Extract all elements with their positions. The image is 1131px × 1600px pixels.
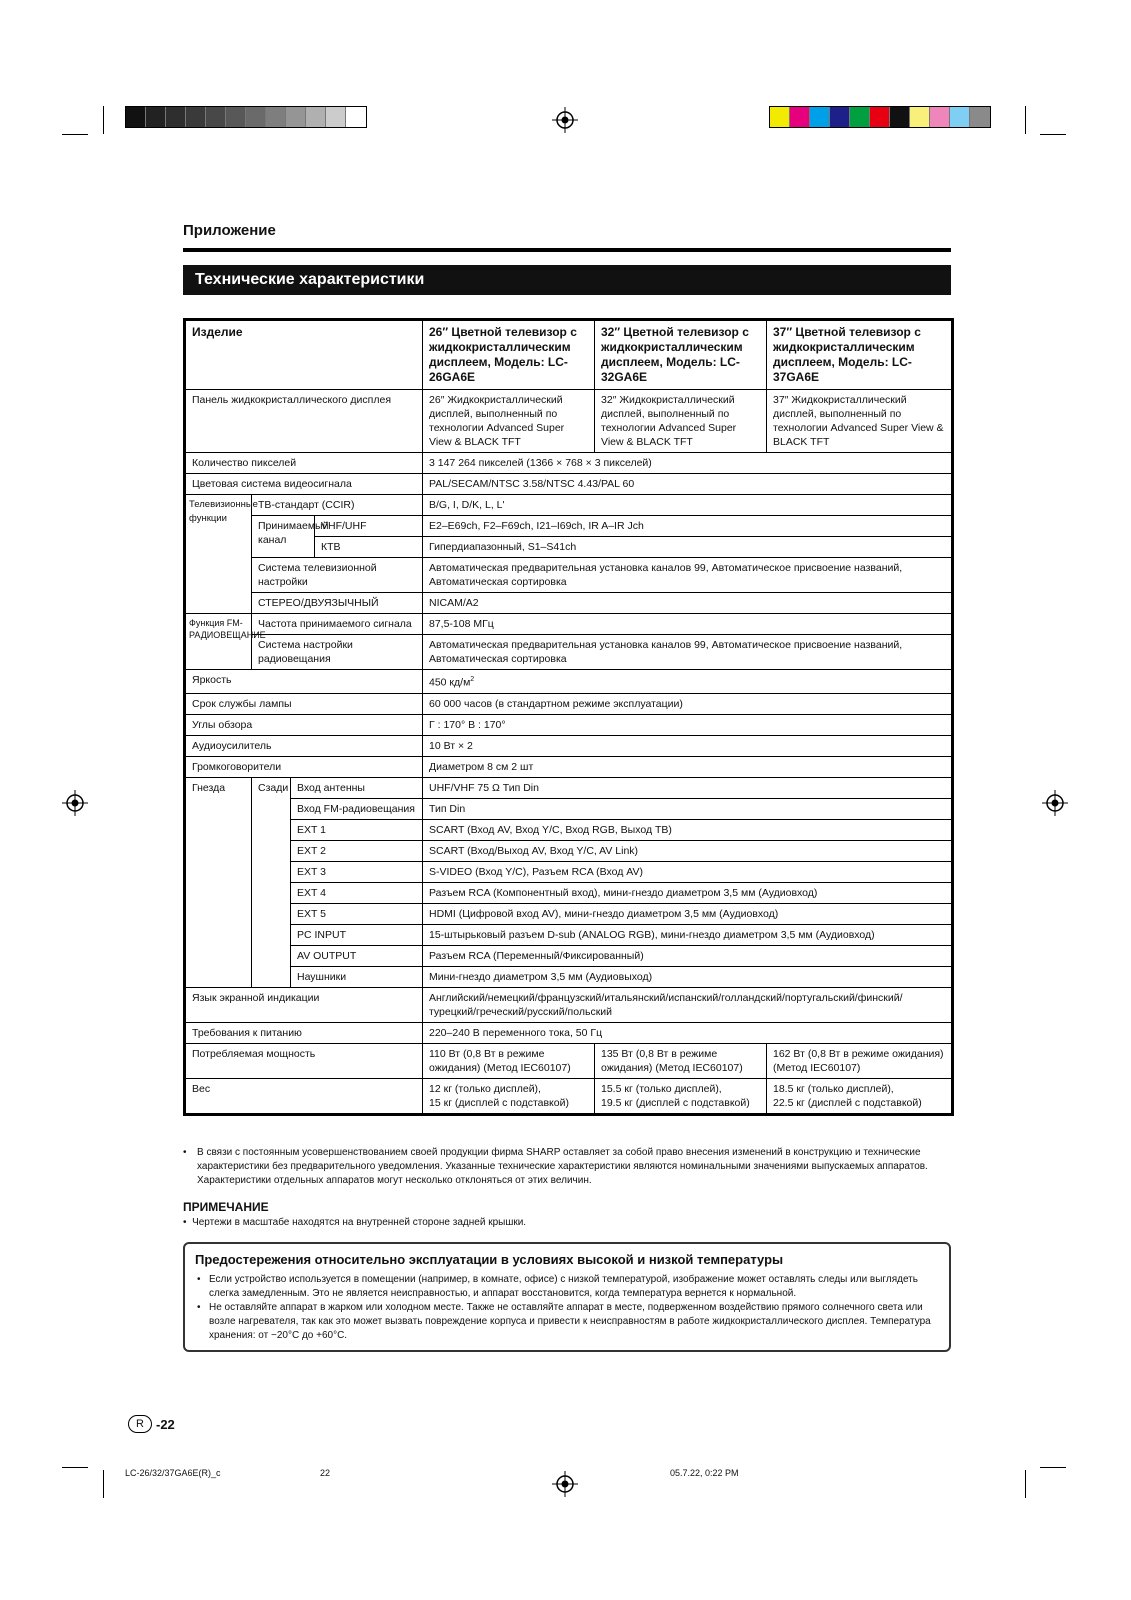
header-cell-lc37: 37″ Цветной телевизор с жидкокристаллическим дисплеем, Модель: LC-37GA6E	[767, 320, 953, 390]
row-label: Система настройки радиовещания	[252, 635, 423, 670]
table-row	[185, 1022, 953, 1043]
cell-value: UHF/VHF 75 Ω Тип Din	[423, 777, 953, 798]
cell-value: Гипердиапазонный, S1–S41ch	[423, 537, 953, 558]
table-row	[185, 693, 953, 714]
warning-item	[195, 1301, 939, 1343]
row-group-sublabel: Сзади	[252, 777, 291, 987]
table-row	[185, 966, 953, 987]
row-label: Принимаемый канал	[252, 516, 315, 558]
cell-value: Английский/немецкий/французский/итальянский/испанский/голландский/португальский/финский/турецкий/греческий/русский/польский	[423, 987, 953, 1022]
color-swatch	[890, 107, 910, 127]
process-color-bar	[769, 106, 991, 128]
color-swatch	[166, 107, 186, 127]
header-cell-lc32: 32″ Цветной телевизор с жидкокристаллическим дисплеем, Модель: LC-32GA6E	[595, 320, 767, 390]
cell-value	[767, 1078, 953, 1114]
color-swatch	[266, 107, 286, 127]
color-swatch	[850, 107, 870, 127]
weight-display-only: 12 кг (только дисплей),	[429, 1082, 541, 1095]
bullet-icon: •	[183, 1217, 187, 1228]
registration-mark-icon	[552, 107, 578, 133]
header-cell-product: Изделие	[185, 320, 423, 390]
warning-title: Предостережения относительно эксплуатации в условиях высокой и низкой температуры	[195, 1252, 784, 1267]
cell-value: S-VIDEO (Вход Y/C), Разъем RCA (Вход AV)	[423, 861, 953, 882]
color-swatch	[910, 107, 930, 127]
table-row	[185, 1078, 953, 1114]
cell-value: Разъем RCA (Компонентный вход), мини-гнездо диаметром 3,5 мм (Аудиовход)	[423, 882, 953, 903]
table-row	[185, 840, 953, 861]
crop-mark	[103, 106, 104, 134]
section-rule	[183, 248, 951, 252]
row-label: Аудиоусилитель	[185, 735, 423, 756]
cell-value: 135 Вт (0,8 Вт в режиме ожидания) (Метод IEC60107)	[595, 1043, 767, 1078]
cell-value: E2–E69ch, F2–F69ch, I21–I69ch, IR A–IR Jch	[423, 516, 953, 537]
color-swatch	[246, 107, 266, 127]
row-group-label: Гнезда	[185, 777, 252, 987]
table-row	[185, 670, 953, 694]
row-group-label: Телевизионные функции	[185, 495, 252, 614]
table-row	[185, 558, 953, 593]
jack-label: EXT 3	[291, 861, 423, 882]
color-swatch	[870, 107, 890, 127]
jack-label: AV OUTPUT	[291, 945, 423, 966]
cell-value: B/G, I, D/K, L, L'	[423, 495, 953, 516]
warning-item	[195, 1273, 939, 1301]
cell-value: NICAM/A2	[423, 593, 953, 614]
table-row	[185, 735, 953, 756]
cell-value	[423, 670, 953, 694]
section-title: Приложение	[183, 222, 276, 239]
table-row	[185, 635, 953, 670]
spec-table	[183, 318, 954, 1116]
color-swatch	[950, 107, 970, 127]
bullet-icon: •	[183, 1147, 187, 1158]
cell-value: Разъем RCA (Переменный/Фиксированный)	[423, 945, 953, 966]
table-row	[185, 593, 953, 614]
cell-value: Мини-гнездо диаметром 3,5 мм (Аудиовыход)	[423, 966, 953, 987]
row-sublabel: VHF/UHF	[315, 516, 423, 537]
jack-label: EXT 4	[291, 882, 423, 903]
region-marker-icon: R	[128, 1415, 152, 1433]
cell-value: 87,5-108 МГц	[423, 614, 953, 635]
page-banner: Технические характеристики	[183, 265, 951, 295]
cell-value: 110 Вт (0,8 Вт в режиме ожидания) (Метод IEC60107)	[423, 1043, 595, 1078]
warning-item-text: Не оставляйте аппарат в жарком или холодном месте. Также не оставляйте аппарат в месте, подверженном воздействию прямого солнечного света или возле нагревателя, так как это может вызвать повреждение корпуса и привести к неисправностям в работе жидкокристаллического дисплея. Температура хранения: от −20°C до +60°C.	[209, 1302, 931, 1341]
color-swatch	[810, 107, 830, 127]
disclaimer-text: В связи с постоянным усовершенствованием своей продукции фирма SHARP оставляет за собой право внесения изменений в конструкцию и технические характеристики без предварительного уведомления. Указанные технические характеристики являются номинальными значениями выпускаемых аппаратов. Характеристики отдельных аппаратов могут несколько отклоняться от этих величин.	[197, 1147, 928, 1186]
crop-mark	[62, 1467, 88, 1468]
table-row	[185, 903, 953, 924]
bullet-icon: •	[197, 1274, 201, 1285]
table-row	[185, 516, 953, 537]
footer-filename: LC-26/32/37GA6E(R)_c	[125, 1468, 221, 1478]
temperature-warning-box	[183, 1242, 951, 1352]
row-label: Яркость	[185, 670, 423, 694]
registration-mark-icon	[552, 1471, 578, 1497]
jack-label: Вход FM-радиовещания	[291, 798, 423, 819]
cell-value: 32″ Жидкокристаллический дисплей, выполненный по технологии Advanced Super View & BLACK TFT	[595, 390, 767, 453]
weight-display-only: 18.5 кг (только дисплей),	[773, 1082, 894, 1095]
color-swatch	[346, 107, 366, 127]
row-group-label: Функция FM-РАДИОВЕЩАНИЕ	[185, 614, 252, 670]
brightness-unit-exponent: 2	[470, 676, 475, 683]
color-swatch	[126, 107, 146, 127]
table-row	[185, 945, 953, 966]
registration-mark-icon	[1042, 790, 1068, 816]
cell-value: 37″ Жидкокристаллический дисплей, выполненный по технологии Advanced Super View & BLACK TFT	[767, 390, 953, 453]
jack-label: EXT 2	[291, 840, 423, 861]
table-row	[185, 987, 953, 1022]
jack-label: EXT 1	[291, 819, 423, 840]
table-row	[185, 798, 953, 819]
jack-label: PC INPUT	[291, 924, 423, 945]
cell-value	[595, 1078, 767, 1114]
table-header-row	[185, 320, 953, 390]
table-row	[185, 453, 953, 474]
table-row	[185, 495, 953, 516]
row-label: Количество пикселей	[185, 453, 423, 474]
row-label: Срок службы лампы	[185, 693, 423, 714]
note-text	[183, 1216, 526, 1230]
table-row	[185, 474, 953, 495]
row-label: Язык экранной индикации	[185, 987, 423, 1022]
table-row	[185, 614, 953, 635]
row-label: Потребляемая мощность	[185, 1043, 423, 1078]
weight-with-stand: 22.5 кг (дисплей с подставкой)	[773, 1096, 922, 1109]
table-row	[185, 390, 953, 453]
table-row	[185, 861, 953, 882]
color-swatch	[930, 107, 950, 127]
cell-value: Автоматическая предварительная установка каналов 99, Автоматическое присвоение названий, Автоматическая сортировка	[423, 558, 953, 593]
note-body: Чертежи в масштабе находятся на внутренней стороне задней крышки.	[192, 1217, 527, 1228]
brightness-value: 450 кд/м	[429, 676, 471, 689]
crop-mark	[62, 134, 88, 135]
cell-value	[423, 1078, 595, 1114]
page-number	[128, 1415, 175, 1433]
jack-label: EXT 5	[291, 903, 423, 924]
crop-mark	[1040, 1467, 1066, 1468]
row-label: Громкоговорители	[185, 756, 423, 777]
bullet-icon: •	[197, 1302, 201, 1313]
color-swatch	[186, 107, 206, 127]
table-row	[185, 756, 953, 777]
color-swatch	[286, 107, 306, 127]
header-cell-lc26: 26″ Цветной телевизор с жидкокристаллическим дисплеем, Модель: LC-26GA6E	[423, 320, 595, 390]
footer-date: 05.7.22, 0:22 PM	[670, 1468, 739, 1478]
row-label: Частота принимаемого сигнала	[252, 614, 423, 635]
cell-value: Г : 170° В : 170°	[423, 714, 953, 735]
weight-display-only: 15.5 кг (только дисплей),	[601, 1082, 722, 1095]
table-row	[185, 882, 953, 903]
color-swatch	[206, 107, 226, 127]
row-label: Вес	[185, 1078, 423, 1114]
color-swatch	[790, 107, 810, 127]
cell-value: 3 147 264 пикселей (1366 × 768 × 3 пикселей)	[423, 453, 953, 474]
cell-value: 26″ Жидкокристаллический дисплей, выполненный по технологии Advanced Super View & BLACK TFT	[423, 390, 595, 453]
cell-value: HDMI (Цифровой вход AV), мини-гнездо диаметром 3,5 мм (Аудиовход)	[423, 903, 953, 924]
weight-with-stand: 15 кг (дисплей с подставкой)	[429, 1096, 569, 1109]
color-swatch	[226, 107, 246, 127]
color-swatch	[326, 107, 346, 127]
crop-mark	[1040, 134, 1066, 135]
cell-value: 60 000 часов (в стандартном режиме эксплуатации)	[423, 693, 953, 714]
footer-page: 22	[320, 1468, 331, 1478]
cell-value: 220–240 В переменного тока, 50 Гц	[423, 1022, 953, 1043]
cell-value: 15-штырьковый разъем D-sub (ANALOG RGB), мини-гнездо диаметром 3,5 мм (Аудиовход)	[423, 924, 953, 945]
table-row	[185, 777, 953, 798]
cell-value: Тип Din	[423, 798, 953, 819]
row-sublabel: КТВ	[315, 537, 423, 558]
registration-mark-icon	[62, 790, 88, 816]
row-label: Требования к питанию	[185, 1022, 423, 1043]
cell-value: 10 Вт × 2	[423, 735, 953, 756]
jack-label: Вход антенны	[291, 777, 423, 798]
color-swatch	[970, 107, 990, 127]
weight-with-stand: 19.5 кг (дисплей с подставкой)	[601, 1096, 750, 1109]
grayscale-color-bar	[125, 106, 367, 128]
table-row	[185, 1043, 953, 1078]
color-swatch	[770, 107, 790, 127]
table-row	[185, 714, 953, 735]
row-label: Цветовая система видеосигнала	[185, 474, 423, 495]
row-label: Панель жидкокристаллического дисплея	[185, 390, 423, 453]
cell-value: Автоматическая предварительная установка каналов 99, Автоматическое присвоение названий, Автоматическая сортировка	[423, 635, 953, 670]
page-number-text: -22	[156, 1416, 175, 1432]
cell-value: 162 Вт (0,8 Вт в режиме ожидания) (Метод IEC60107)	[767, 1043, 953, 1078]
cell-value: SCART (Вход/Выход AV, Вход Y/C, AV Link)	[423, 840, 953, 861]
note-heading: ПРИМЕЧАНИЕ	[183, 1200, 269, 1214]
row-label: Углы обзора	[185, 714, 423, 735]
warning-item-text: Если устройство используется в помещении (например, в комнате, офисе) с низкой температурой, изображение может оставлять следы или выглядеть слегка замедленным. Это не является неисправностью, и аппарат восстановится, когда температура вернется к нормальной.	[209, 1274, 918, 1299]
row-label: СТЕРЕО/ДВУЯЗЫЧНЫЙ	[252, 593, 423, 614]
cell-value: PAL/SECAM/NTSC 3.58/NTSC 4.43/PAL 60	[423, 474, 953, 495]
color-swatch	[830, 107, 850, 127]
cell-value: SCART (Вход AV, Вход Y/C, Вход RGB, Выход ТВ)	[423, 819, 953, 840]
row-label: Система телевизионной настройки	[252, 558, 423, 593]
jack-label: Наушники	[291, 966, 423, 987]
color-swatch	[306, 107, 326, 127]
row-label: ТВ-стандарт (CCIR)	[252, 495, 423, 516]
crop-mark	[1025, 1470, 1026, 1498]
crop-mark	[103, 1470, 104, 1498]
crop-mark	[1025, 106, 1026, 134]
table-row	[185, 924, 953, 945]
table-row	[185, 819, 953, 840]
cell-value: Диаметром 8 см 2 шт	[423, 756, 953, 777]
disclaimer	[183, 1146, 951, 1188]
color-swatch	[146, 107, 166, 127]
